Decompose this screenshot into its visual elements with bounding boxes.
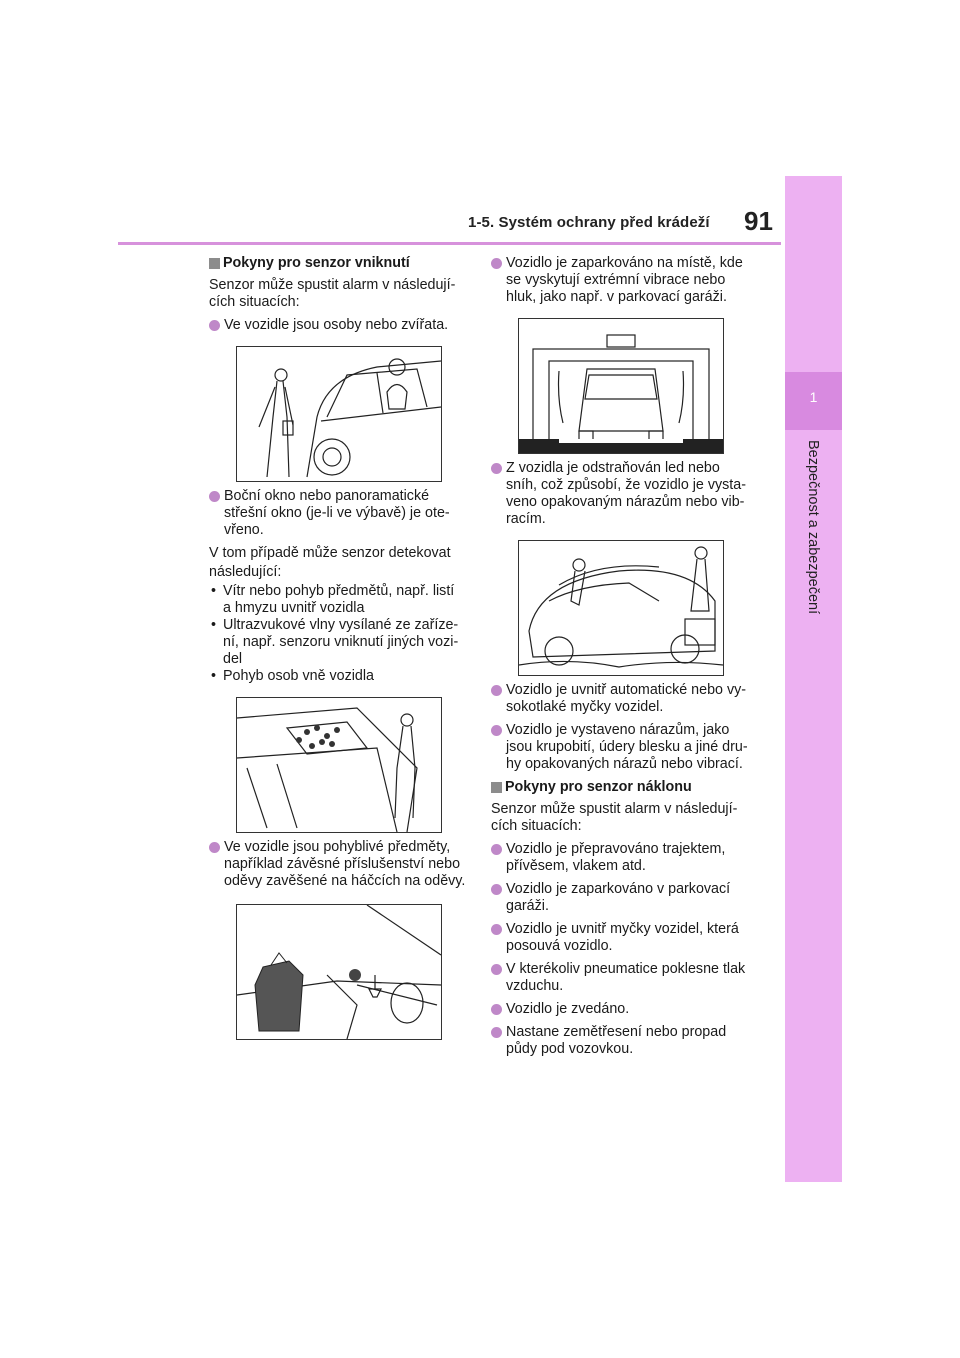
intro-tilt: Senzor může spustit alarm v následují- cích situacích: [491, 801, 738, 834]
section-title: 1-5. Systém ochrany před krádeží [468, 214, 710, 231]
figure-car-wash-tunnel [518, 318, 724, 454]
bullet-impacts: Vozidlo je vystaveno nárazům, jako jsou krupobití, údery blesku a jiné dru- hy opakovaných nárazů nebo vibrací. [491, 722, 759, 773]
open-sunroof-illustration [237, 698, 441, 832]
chapter-number: 1 [809, 389, 818, 405]
bullet-tilt-carwash: Vozidlo je uvnitř myčky vozidel, která posouvá vozidlo. [491, 921, 759, 955]
bullet-tilt-earthquake: Nastane zemětřesení nebo propad půdy pod vozovkou. [491, 1024, 759, 1058]
dot-item-people-outside: • Pohyb osob vně vozidla [209, 668, 475, 685]
heading-intrusion-sensor: Pokyny pro senzor vniknutí [209, 255, 475, 272]
bullet-people-animals: Ve vozidle jsou osoby nebo zvířata. [209, 317, 475, 334]
bullet-tilt-transport: Vozidlo je přepravováno trajektem, přívěsem, vlakem atd. [491, 841, 759, 875]
chapter-label-wrap [785, 440, 842, 680]
car-wash-tunnel-illustration [519, 319, 723, 453]
bullet-tilt-lifted: Vozidlo je zvedáno. [491, 1001, 759, 1018]
bullet-parked-vibration: Vozidlo je zaparkováno na místě, kde se vyskytují extrémní vibrace nebo hluk, jako např. v parkovací garáži. [491, 255, 759, 306]
bullet-tilt-tire-pressure: V kterékoliv pneumatice poklesne tlak vzduchu. [491, 961, 759, 995]
bullet-window-open: Boční okno nebo panoramatické střešní okno (je-li ve výbavě) je ote- vřeno. [209, 488, 475, 539]
figure-person-near-car [236, 346, 442, 482]
right-column [491, 255, 759, 1064]
para-may-detect: V tom případě může senzor detekovat [209, 545, 451, 561]
heading-tilt-sensor: Pokyny pro senzor náklonu [491, 779, 759, 796]
header-rule [118, 242, 781, 245]
snow-removal-illustration [519, 541, 723, 675]
page-number: 91 [744, 206, 773, 236]
bullet-snow-ice: Z vozidla je odstraňován led nebo sníh, což způsobí, že vozidlo je vysta- veno opakovaným nárazům nebo vib- racím. [491, 460, 759, 528]
figure-snow-removal [518, 540, 724, 676]
para-following: následující: [209, 564, 282, 580]
chapter-label: Bezpečnost a zabezpečení [805, 440, 821, 615]
figure-open-sunroof [236, 697, 442, 833]
hanging-clothes-illustration [237, 905, 441, 1039]
bullet-moving-objects: Ve vozidle jsou pohyblivé předměty, například závěsné příslušenství nebo oděvy zavěšené na háčcích na oděvy. [209, 839, 475, 890]
left-column [209, 255, 475, 1040]
bullet-car-wash: Vozidlo je uvnitř automatické nebo vy- sokotlaké myčky vozidel. [491, 682, 759, 716]
person-near-car-illustration [237, 347, 441, 481]
dot-item-ultrasonic: • Ultrazvukové vlny vysílané ze zaříze- ní, např. senzoru vniknutí jiných vozi- del [209, 617, 475, 668]
intro-intrusion: Senzor může spustit alarm v následují- cích situacích: [209, 277, 456, 310]
dot-item-wind: • Vítr nebo pohyb předmětů, např. listí a hmyzu uvnitř vozidla [209, 583, 475, 617]
bullet-tilt-garage: Vozidlo je zaparkováno v parkovací garáži. [491, 881, 759, 915]
figure-hanging-clothes [236, 904, 442, 1040]
